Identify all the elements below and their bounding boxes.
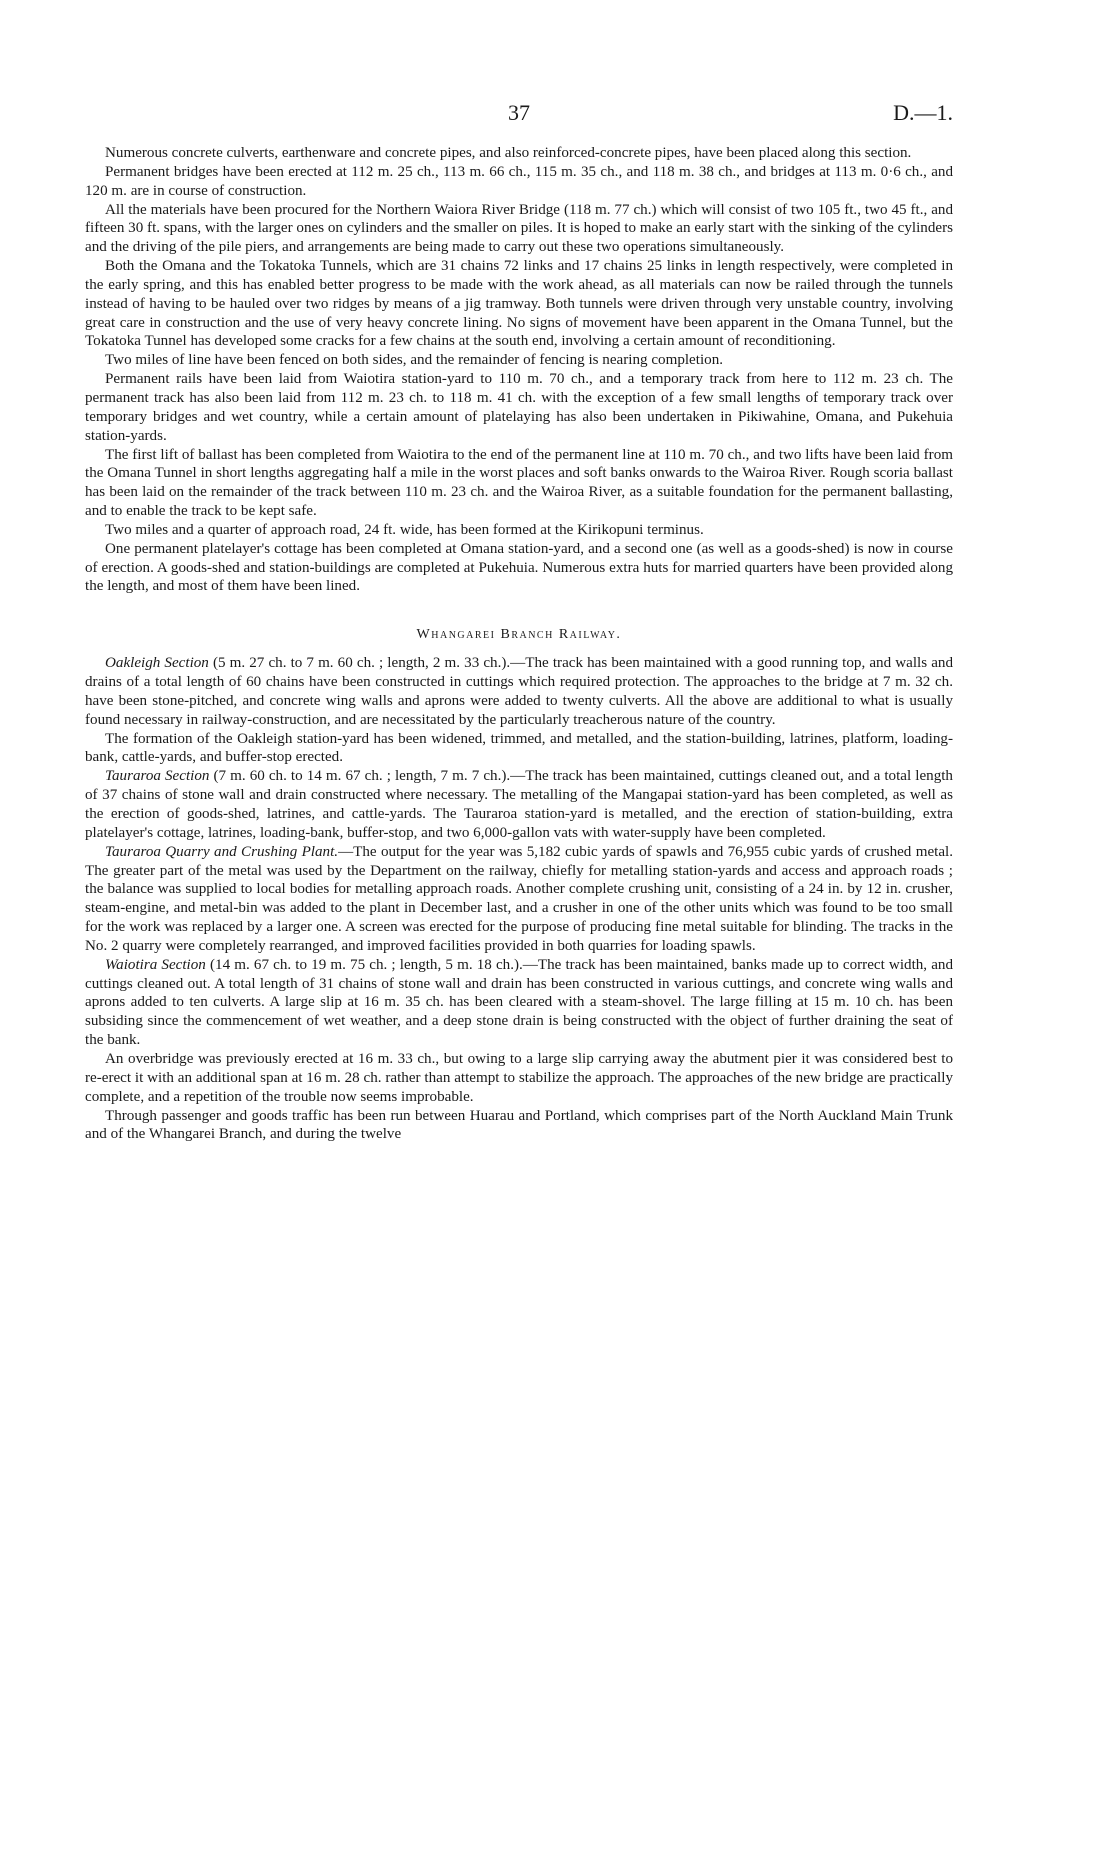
- paragraph-text: (7 m. 60 ch. to 14 m. 67 ch. ; length, 7 m. 7 ch.).—The track has been maintained, cuttings cleaned out, and a total length of 37 chains of stone wall and drain constructed where necessary. The metalling of the Mangapai station-yard has been completed, as well as the erection of goods-shed, latrines, and cattle-yards. The Tauraroa station-yard is metalled, and the erection of station-building, extra platelayer's cottage, latrines, loading-bank, buffer-stop, and two 6,000-gallon vats with water-supply have been completed.: [85, 768, 953, 841]
- paragraph: Both the Omana and the Tokatoka Tunnels, which are 31 chains 72 links and 17 chains 25 links in length respectively, were completed in the early spring, and this has enabled better progress to be made with the work ahead, as all materials can now be railed through the tunnels instead of having to be hauled over two ridges by means of a jig tramway. Both tunnels were driven through very unstable country, involving great care in construction and the use of very heavy concrete lining. No signs of movement have been apparent in the Omana Tunnel, but the Tokatoka Tunnel has developed some cracks for a few chains at the south end, involving a certain amount of reconditioning.: [85, 258, 953, 350]
- paragraph: Two miles of line have been fenced on both sides, and the remainder of fencing is nearing completion.: [105, 352, 724, 369]
- page-number: 37: [508, 100, 530, 125]
- paragraph: [85, 956, 953, 1050]
- paragraph: Two miles and a quarter of approach road, 24 ft. wide, has been formed at the Kirikopuni terminus.: [105, 521, 704, 538]
- body-text-section: [85, 654, 953, 1144]
- document-reference: D.—1.: [893, 100, 953, 125]
- paragraph: [85, 1050, 953, 1107]
- paragraph: [85, 843, 953, 956]
- paragraph: The first lift of ballast has been completed from Waiotira to the end of the permanent line at 110 m. 70 ch., and two lifts have been laid from the Omana Tunnel in short lengths aggregating half a mile in the worst places and soft banks onwards to the Wairoa River. Rough scoria ballast has been laid on the remainder of the track between 110 m. 23 ch. and the Wairoa River, as a suitable foundation for the permanent ballasting, and to enable the track to be kept safe.: [85, 446, 953, 520]
- paragraph-lead: Tauraroa Section: [105, 768, 210, 785]
- paragraph-text: Through passenger and goods traffic has been run between Huarau and Portland, which comprises part of the North Auckland Main Trunk and of the Whangarei Branch, and during the twelve: [85, 1107, 953, 1143]
- paragraph: Numerous concrete culverts, earthenware and concrete pipes, and also reinforced-concrete pipes, have been placed along this section.: [105, 145, 912, 161]
- paragraph: [85, 1107, 953, 1145]
- paragraph-text: (5 m. 27 ch. to 7 m. 60 ch. ; length, 2 m. 33 ch.).—The track has been maintained with a good running top, and walls and drains of a total length of 60 chains have been constructed in cuttings which required protection. The approaches to the bridge at 7 m. 32 ch. have been stone-pitched, and concrete wing walls and aprons were added to twenty culverts. All the above are additional to what is usually found necessary in railway-construction, and are necessitated by the particularly treacherous nature of the country.: [85, 655, 953, 728]
- paragraph-text: The formation of the Oakleigh station-yard has been widened, trimmed, and metalled, and the station-building, latrines, platform, loading-bank, cattle-yards, and buffer-stop erected.: [85, 730, 953, 766]
- section-heading: Whangarei Branch Railway.: [416, 627, 622, 643]
- paragraph: [85, 654, 953, 729]
- paragraph-text: (14 m. 67 ch. to 19 m. 75 ch. ; length, 5 m. 18 ch.).—The track has been maintained, banks made up to correct width, and cuttings cleaned out. A total length of 31 chains of stone wall and drain has been constructed in various cuttings, and concrete wing walls and aprons added to ten culverts. A large slip at 16 m. 35 ch. has been cleared with a steam-shovel. The large filling at 15 m. 10 ch. has been subsiding since the commencement of wet weather, and a deep stone drain is being constructed with the object of further draining the seat of the bank.: [85, 956, 954, 1049]
- page-header: [85, 100, 953, 134]
- paragraph-text: An overbridge was previously erected at 16 m. 33 ch., but owing to a large slip carrying away the abutment pier it was considered best to re-erect it with an additional span at 16 m. 28 ch. rather than attempt to stabilize the approach. The approaches of the new bridge are practically complete, and a repetition of the trouble now seems improbable.: [85, 1050, 953, 1105]
- paragraph: One permanent platelayer's cottage has been completed at Omana station-yard, and a second one (as well as a goods-shed) is now in course of erection. A goods-shed and station-buildings are completed at Pukehuia. Numerous extra huts for married quarters have been provided along the length, and most of them have been lined.: [85, 540, 953, 595]
- body-text-top: [85, 144, 953, 596]
- paragraph-text: —The output for the year was 5,182 cubic yards of spawls and 76,955 cubic yards of crushed metal. The greater part of the metal was used by the Department on the railway, chiefly for metalling station-yards and access and approach roads ; the balance was supplied to local bodies for metalling approach roads. Another complete crushing unit, consisting of a 24 in. by 12 in. crusher, steam-engine, and metal-bin was added to the plant in December last, and a crusher in one of the other units which was found to be too small for the work was replaced by a larger one. A screen was erected for the purpose of producing fine metal suitable for blinding. The tracks in the No. 2 quarry were completely rearranged, and improved facilities provided in both quarries for loading spawls.: [85, 843, 953, 954]
- paragraph-lead: Waiotira Section: [105, 956, 206, 973]
- document-page: [85, 100, 953, 1144]
- paragraph: [85, 730, 953, 768]
- paragraph-lead: Oakleigh Section: [105, 655, 209, 672]
- paragraph: Permanent bridges have been erected at 112 m. 25 ch., 113 m. 66 ch., 115 m. 35 ch., and 118 m. 38 ch., and bridges at 113 m. 0·6 ch., and 120 m. are in course of construction.: [85, 163, 953, 199]
- paragraph: All the materials have been procured for the Northern Waiora River Bridge (118 m. 77 ch.) which will consist of two 105 ft., two 45 ft., and fifteen 30 ft. spans, with the larger ones on cylinders and the smaller on piles. It is hoped to make an early start with the sinking of the cylinders and the driving of the pile piers, and arrangements are being made to carry out these two operations simultaneously.: [85, 201, 953, 256]
- paragraph-lead: Tauraroa Quarry and Crushing Plant.: [105, 843, 339, 860]
- paragraph: [85, 767, 953, 842]
- paragraph: Permanent rails have been laid from Waiotira station-yard to 110 m. 70 ch., and a temporary track from here to 112 m. 23 ch. The permanent track has also been laid from 112 m. 23 ch. to 118 m. 41 ch. with the exception of a few small lengths of temporary track over temporary bridges and wet country, while a certain amount of platelaying has also been undertaken in Pikiwahine, Omana, and Pukehuia station-yards.: [85, 371, 953, 444]
